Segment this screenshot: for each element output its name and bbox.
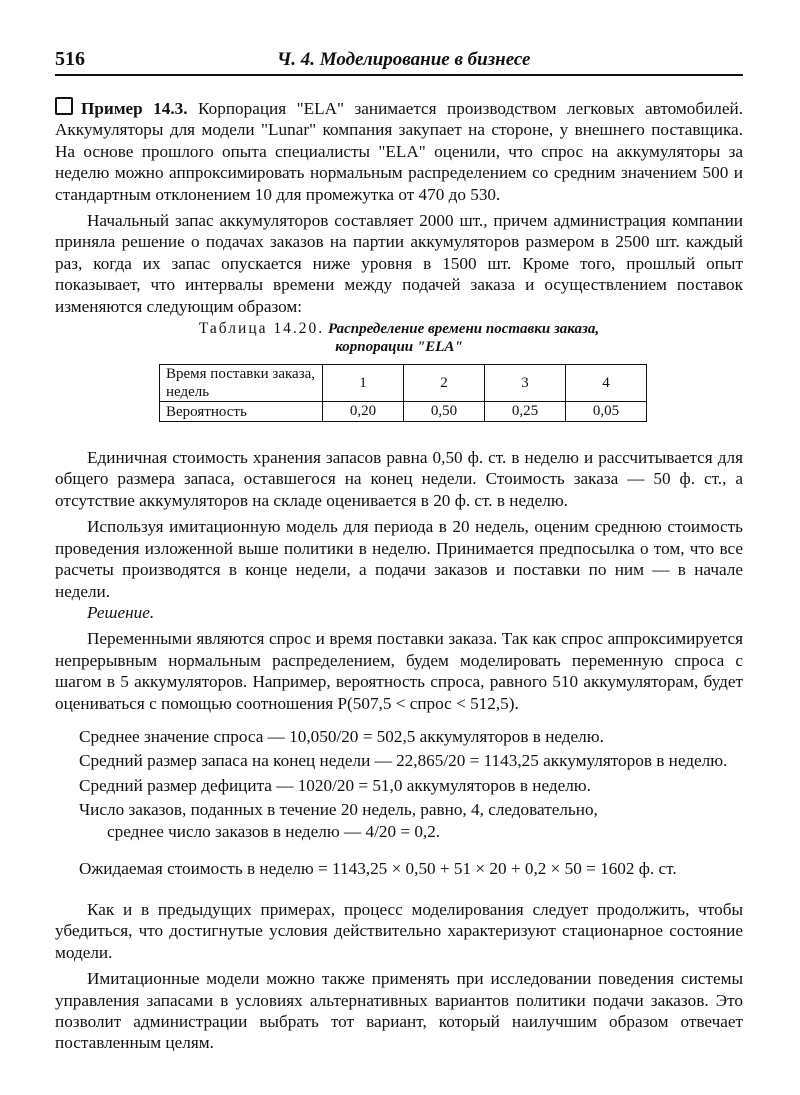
paragraph-inventory-policy: Начальный запас аккумуляторов составляет 2000 шт., причем администрация компании приняла решение о подачах заказов на партии аккумуляторов размером в 2500 шт. каждый раз, когда их запас опускается ниже уровня в 1500 шт. Кроме того, прошлый опыт показывает, что интервалы времени между подачей заказа и осуществлением поставок изменяются следующим образом: [55,211,743,316]
table-cell: 0,25 [485,402,566,422]
expected-cost-formula: Ожидаемая стоимость в неделю = 1143,25 × 0,50 + 51 × 20 + 0,2 × 50 = 1602 ф. ст. [79,858,677,878]
paragraph-variables: Переменными являются спрос и время поставки заказа. Так как спрос аппроксимируется непрерывным нормальным распределением, будем моделировать переменную спроса с шагом в 5 аккумуляторов. Например, вероятность спроса, равного 510 аккумуляторам, будет оцениваться с помощью соотношения P(507,5 < спрос < 512,5). [55,629,743,713]
table-row-label: Время поставки заказа, недель [160,365,323,402]
paragraph-continue: Как и в предыдущих примерах, процесс моделирования следует продолжить, чтобы убедиться, что достигнутые условия действительно характеризуют стационарное состояние модели. [55,899,743,962]
result-orders-line2: среднее число заказов в неделю — 4/20 = 0,2. [107,821,441,841]
page-header [55,48,743,76]
result-orders-line1: Число заказов, поданных в течение 20 недель, равно, 4, следовательно, [79,800,598,820]
table-caption-title: Распределение времени поставки заказа, [328,321,600,338]
table-cell: 3 [485,365,566,402]
paragraph-costs: Единичная стоимость хранения запасов равна 0,50 ф. ст. в неделю и рассчитывается для общего размера запаса, оставшегося на конец недели. Стоимость заказа — 50 ф. ст., а отсутствие аккумуляторов на складе оценивается в 20 ф. ст. в неделю. [55,448,743,510]
table-cell: 0,50 [404,402,485,422]
result-mean-stock: Средний размер запаса на конец недели — 22,865/20 = 1143,25 аккумуляторов в неделю. [79,751,728,771]
page [55,48,743,1054]
result-orders [55,799,743,842]
result-mean-demand: Среднее значение спроса — 10,050/20 = 502,5 аккумуляторов в неделю. [79,726,604,746]
example-label: Пример 14.3. [81,99,188,118]
table-cell: 0,20 [323,402,404,422]
paragraph-simulation: Используя имитационную модель для периода в 20 недель, оценим среднюю стоимость проведения изложенной выше политики в неделю. Принимается предпосылка о том, что все расчеты производятся в конце недели, а подачи заказов и поставки по ним — в начале недели. [55,517,743,601]
table-caption-label: Таблица 14.20. [198,320,325,338]
running-title: Ч. 4. Моделирование в бизнесе [277,49,531,70]
result-mean-shortage: Средний размер дефицита — 1020/20 = 51,0 аккумуляторов в неделю. [79,775,591,795]
results-list [55,726,743,842]
page-number: 516 [55,48,85,70]
table-cell: 4 [566,365,647,402]
table-caption-title-2: корпорации "ELA" [335,339,463,356]
example-intro [55,97,743,205]
table-row [160,402,647,422]
table-cell: 0,05 [566,402,647,422]
example-intro-text: Корпорация "ELA" занимается производством легковых автомобилей. Аккумуляторы для модели "Lunar" компания закупает на стороне, у внешнего поставщика. На основе прошлого опыта специалисты "ELA" оценили, что спрос на аккумуляторы за неделю можно аппроксимировать нормальным распределением со средним значением 500 и стандартным отклонением 10 для промежутка от 470 до 530. [55,99,744,204]
solution-label: Решение. [87,602,155,622]
table-cell: 1 [323,365,404,402]
table-cell: 2 [404,365,485,402]
table-row [160,365,647,402]
example-box-icon [55,97,73,115]
table-caption [55,320,743,356]
lead-time-table [159,364,647,422]
table-row-label: Вероятность [160,402,323,422]
paragraph-alternatives: Имитационные модели можно также применять при исследовании поведения системы управления запасами в условиях альтернативных вариантов политики подачи заказов. Это позволит администрации выбрать тот вариант, который наилучшим образом отвечает поставленным целям. [55,969,743,1053]
